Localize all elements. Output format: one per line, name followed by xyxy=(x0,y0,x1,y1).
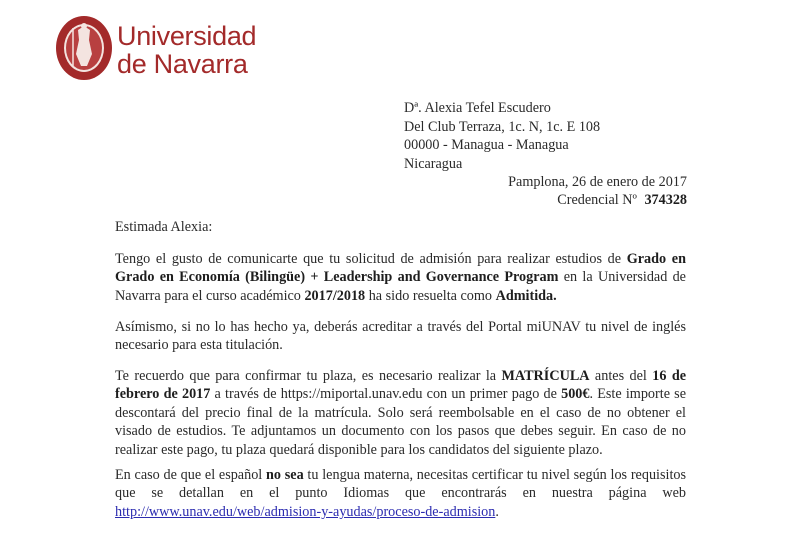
logo-line-2: de Navarra xyxy=(117,49,248,79)
university-seal-icon xyxy=(54,14,114,82)
text: en la Universidad de Navarra para el curso académico xyxy=(115,269,686,304)
logo-line-1: Universidad xyxy=(117,21,257,51)
program-name: Grado en Grado en Economía (Bilingüe) + Leadership and Governance Program xyxy=(115,251,686,286)
admission-process-link[interactable]: http://www.unav.edu/web/admision-y-ayudas/proceso-de-admision xyxy=(115,503,496,520)
text: . xyxy=(495,503,499,520)
enrollment-keyword: MATRÍCULA xyxy=(501,368,590,384)
text: Tengo el gusto de comunicarte que tu solicitud de admisión para realizar estudios de xyxy=(115,251,627,267)
admission-paragraph xyxy=(115,250,686,305)
spanish-level-paragraph xyxy=(115,466,686,521)
university-name xyxy=(117,22,256,78)
academic-year: 2017/2018 xyxy=(304,287,366,304)
english-level-paragraph: Asímismo, si no lo has hecho ya, deberás acreditar a través del Portal miUNAV tu nivel de inglés necesario para esta titulación. xyxy=(115,319,686,354)
recipient-city: 00000 - Managua - Managua xyxy=(404,137,569,153)
recipient-name: Dª. Alexia Tefel Escudero xyxy=(404,100,551,116)
enrollment-deadline: 16 de febrero de 2017 xyxy=(115,368,687,403)
credential-label: Credencial Nº xyxy=(557,192,637,208)
place-date: Pamplona, 26 de enero de 2017 xyxy=(508,174,687,190)
recipient-country: Nicaragua xyxy=(404,155,463,172)
credential-number: 374328 xyxy=(644,192,687,208)
text: . Este importe se descontará del precio final de la matrícula. Solo será reembolsable en el caso de no obtener el visado de estudios. Te adjuntamos un documento con los pasos que debes seguir. En caso de no realizar este pago, tu plaza quedará disponible para los candidatos del siguiente plazo. xyxy=(115,386,687,458)
text: a través de https://miportal.unav.edu con un primer pago de xyxy=(210,386,562,403)
enrollment-paragraph xyxy=(115,367,686,459)
university-logo xyxy=(54,14,257,84)
recipient-street: Del Club Terraza, 1c. N, 1c. E 108 xyxy=(404,118,601,135)
emphasis: no sea xyxy=(266,467,304,483)
text: tu lengua materna, necesitas certificar tu nivel según los requisitos que se detallan en el punto Idiomas que encontrarás en nuestra página web xyxy=(115,467,687,502)
text: Te recuerdo que para confirmar tu plaza, es necesario realizar la xyxy=(115,368,502,384)
text: En caso de que el español xyxy=(115,467,266,483)
greeting: Estimada Alexia: xyxy=(115,219,213,235)
payment-amount: 500€ xyxy=(561,386,590,403)
recipient-address xyxy=(404,99,600,173)
text: antes del xyxy=(589,368,653,384)
text: ha sido resuelta como xyxy=(365,287,496,304)
credential xyxy=(557,191,687,210)
admission-status: Admitida. xyxy=(495,287,557,304)
